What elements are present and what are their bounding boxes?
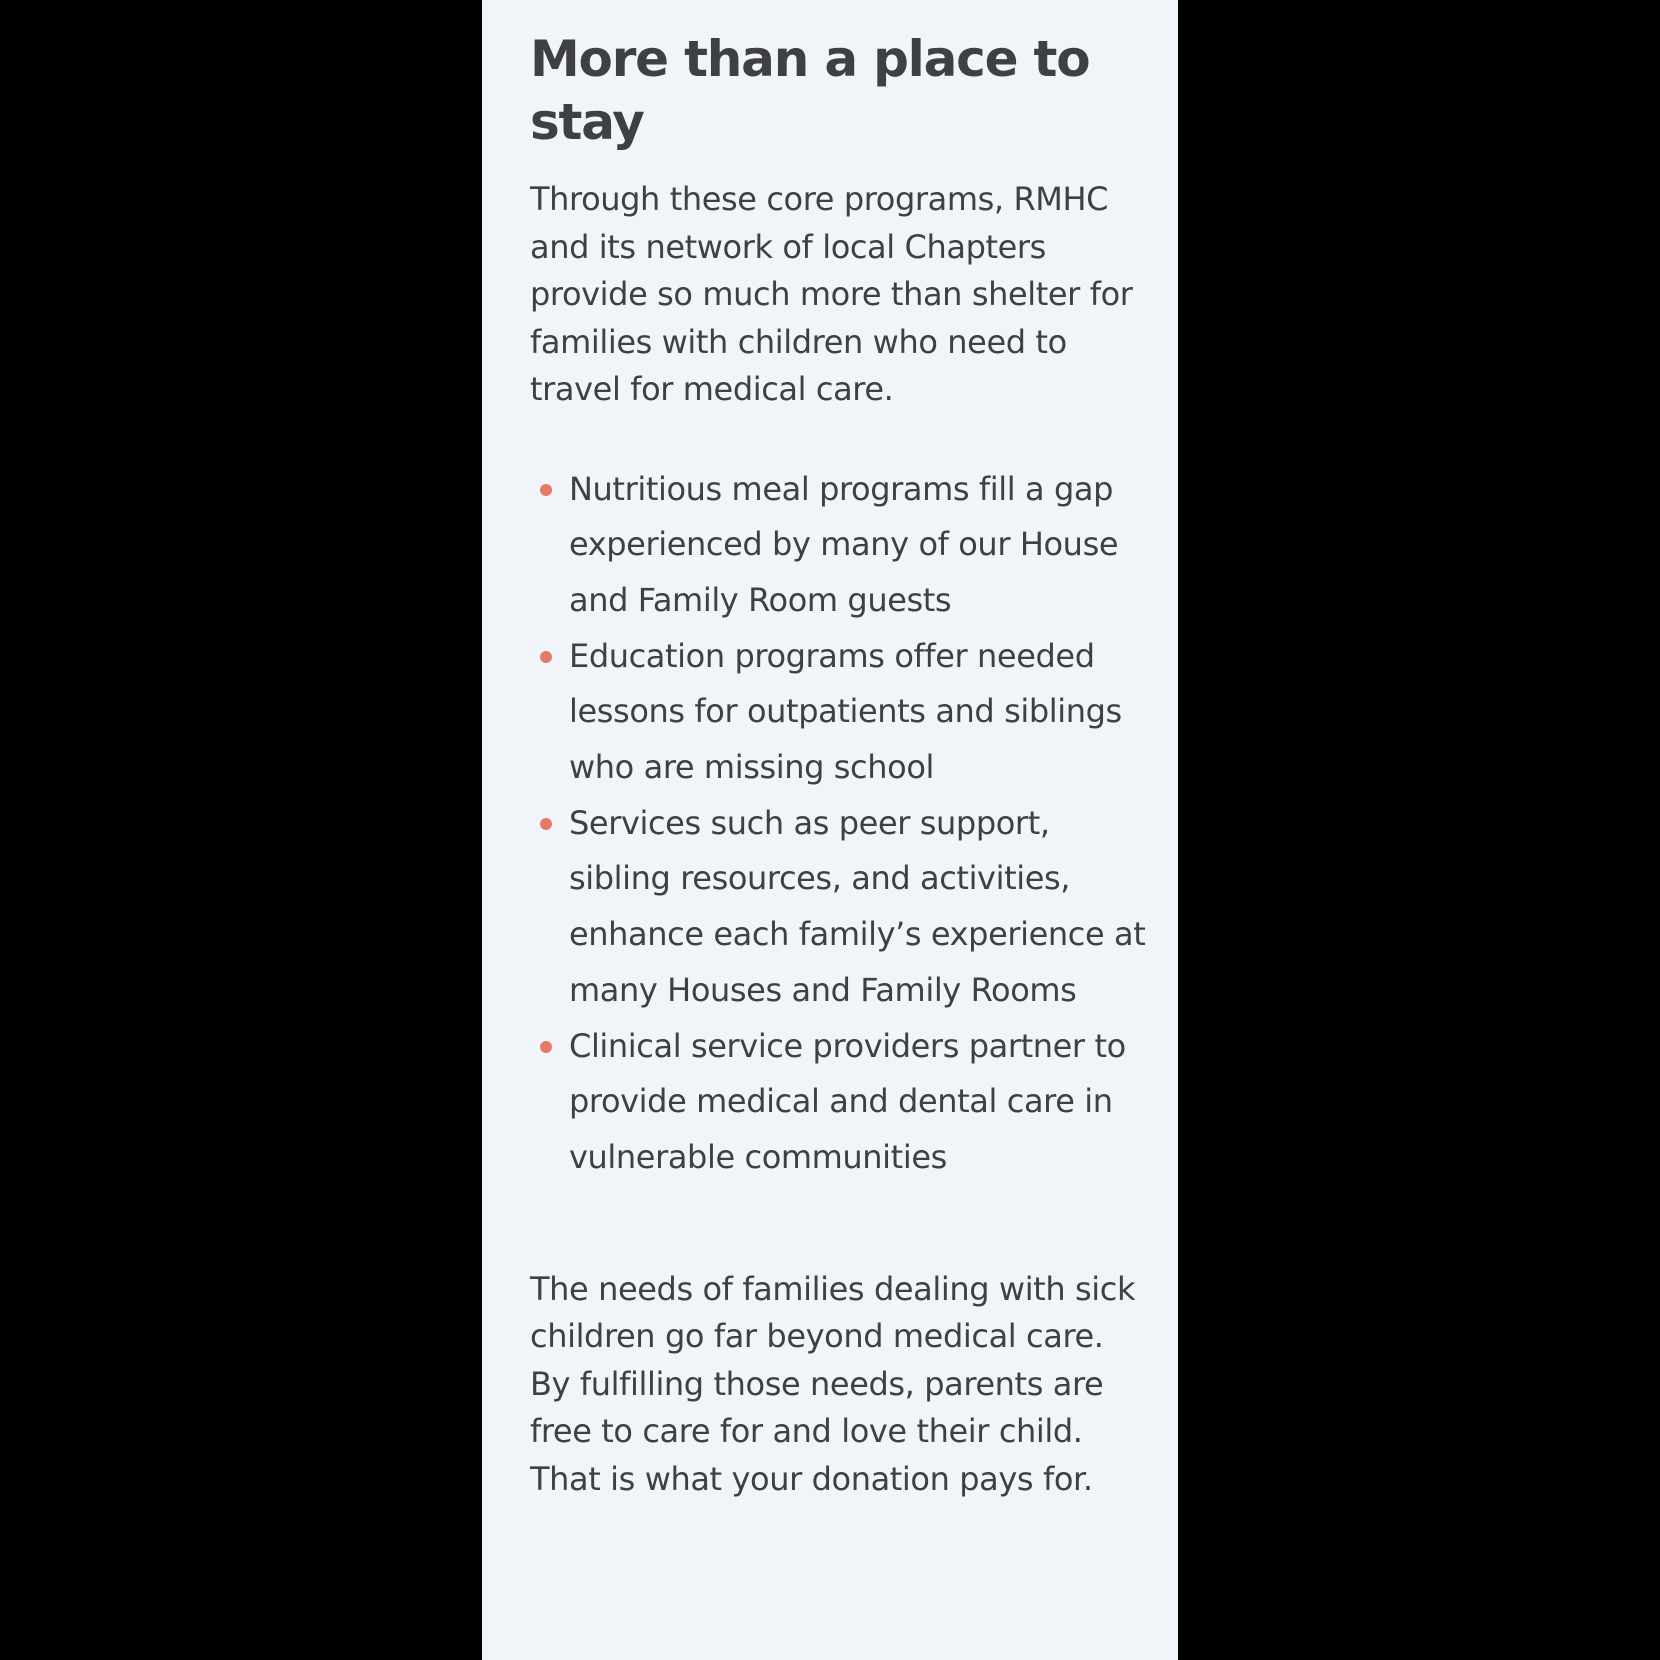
article-page (482, 0, 1178, 1660)
list-item (530, 1019, 1146, 1186)
bullet-dot-icon (540, 484, 552, 496)
programs-section (530, 28, 1146, 1503)
list-item-text: Education programs offer needed lessons for outpatients and siblings who are missing school (569, 636, 1122, 787)
section-heading: More than a place to stay (530, 30, 1090, 151)
list-item (530, 462, 1146, 629)
benefits-list (530, 462, 1146, 1186)
bullet-dot-icon (540, 1041, 552, 1053)
bullet-dot-icon (540, 818, 552, 830)
list-item (530, 629, 1146, 796)
bullet-dot-icon (540, 651, 552, 663)
list-item (530, 796, 1146, 1019)
intro-paragraph: Through these core programs, RMHC and its network of local Chapters provide so much more than shelter for families with children who need to travel for medical care. (530, 180, 1133, 408)
list-item-text: Services such as peer support, sibling resources, and activities, enhance each family’s experience at many Houses and Family Rooms (569, 803, 1146, 1009)
list-item-text: Clinical service providers partner to provide medical and dental care in vulnerable communities (569, 1026, 1126, 1176)
closing-paragraph: The needs of families dealing with sick children go far beyond medical care. By fulfilling those needs, parents are free to care for and love their child. That is what your donation pays for. (530, 1269, 1136, 1498)
list-item-text: Nutritious meal programs fill a gap experienced by many of our House and Family Room guests (569, 469, 1119, 619)
